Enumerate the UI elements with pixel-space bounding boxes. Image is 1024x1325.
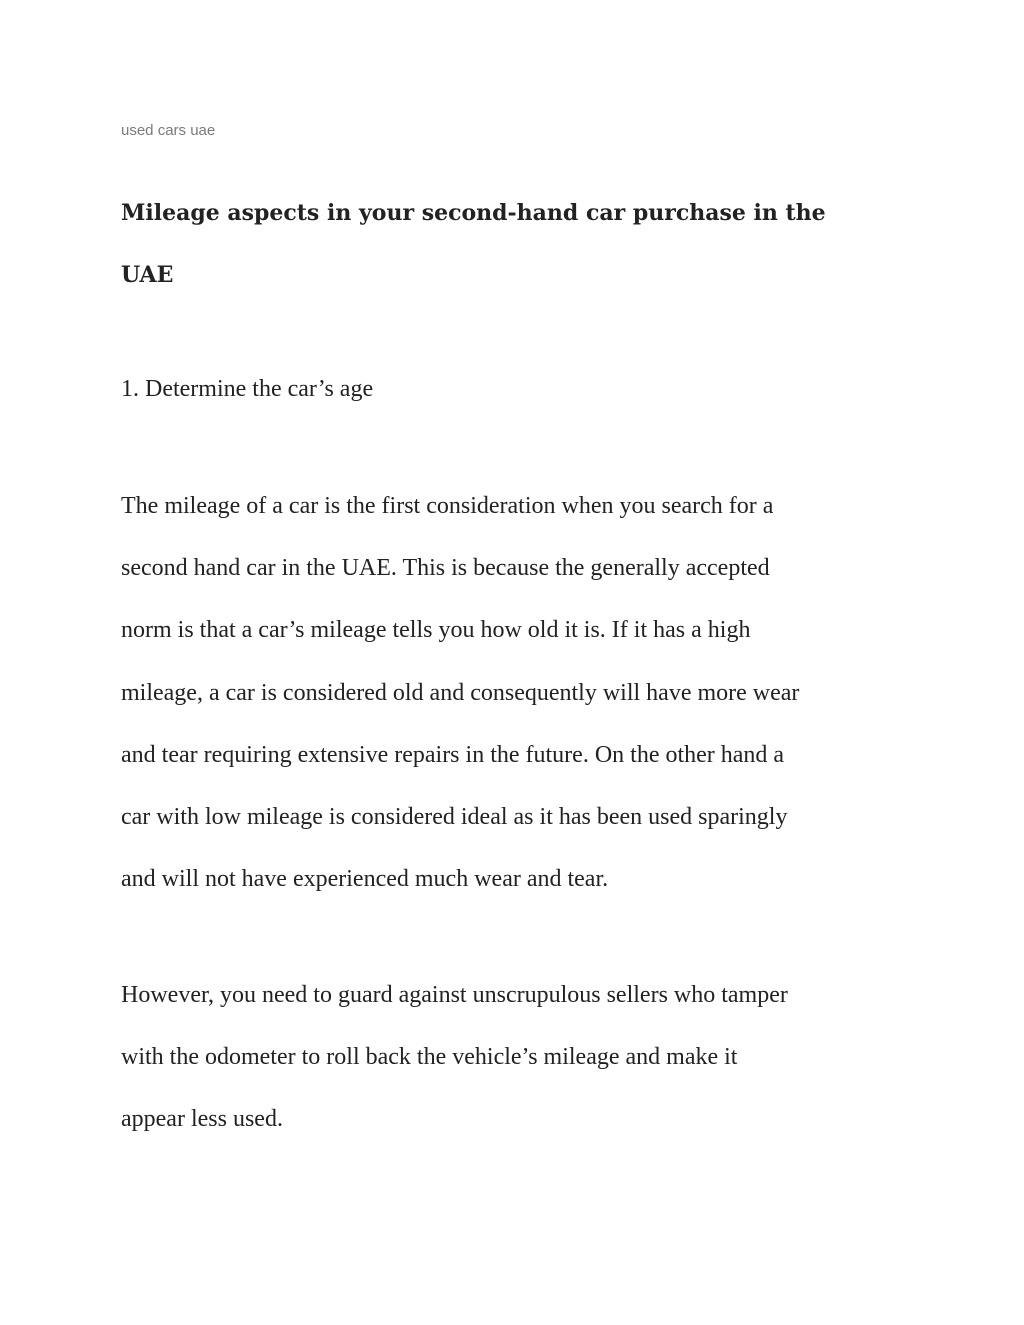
paragraph-line: mileage, a car is considered old and consequently will have more wear	[121, 679, 800, 706]
paragraph-line: The mileage of a car is the first consideration when you search for a	[121, 493, 774, 519]
paragraph-line: norm is that a car’s mileage tells you how old it is. If it has a high	[121, 617, 751, 644]
title-line: Mileage aspects in your second-hand car purchase in the	[121, 200, 826, 226]
body-paragraph	[121, 475, 911, 910]
paragraph-line: car with low mileage is considered ideal as it has been used sparingly	[121, 804, 788, 831]
paragraph-line: with the odometer to roll back the vehicle’s mileage and make it	[121, 1044, 738, 1071]
title-line: UAE	[121, 262, 174, 288]
header-label: used cars uae	[121, 122, 216, 139]
paragraph-line: However, you need to guard against unscrupulous sellers who tamper	[121, 982, 788, 1008]
paragraph-line: second hand car in the UAE. This is because the generally accepted	[121, 555, 770, 582]
paragraph-line: appear less used.	[121, 1106, 283, 1133]
paragraph-line: and tear requiring extensive repairs in the future. On the other hand a	[121, 741, 785, 768]
section-heading: 1. Determine the car’s age	[121, 376, 374, 402]
body-paragraph	[121, 964, 911, 1151]
article-title	[121, 182, 911, 306]
paragraph-line: and will not have experienced much wear and tear.	[121, 866, 609, 893]
